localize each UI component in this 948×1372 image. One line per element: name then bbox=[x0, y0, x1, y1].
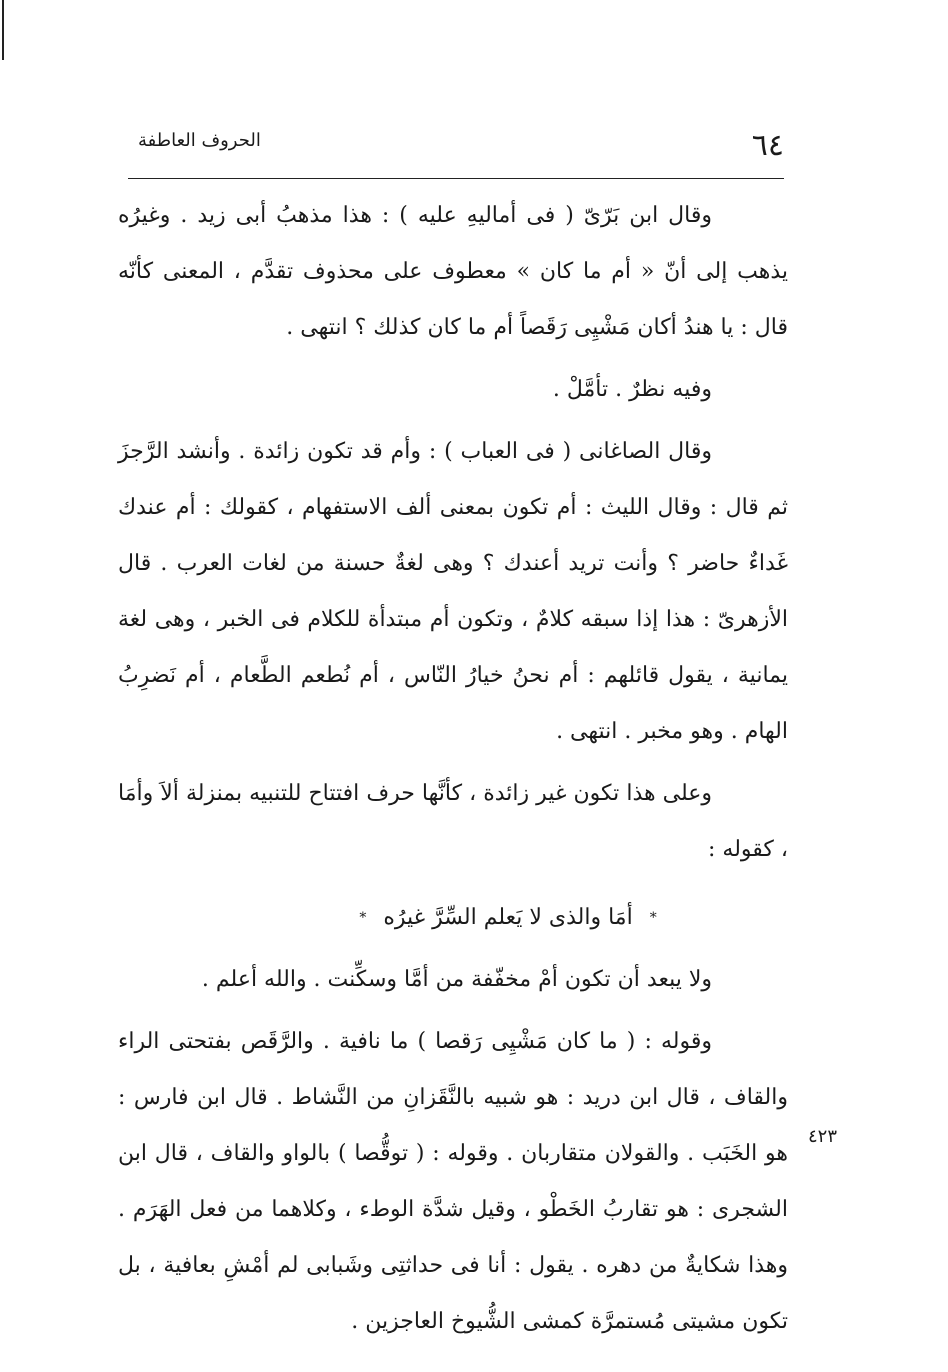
paragraph-ibn-barri: وقال ابن بَرّىّ ( فى أماليهِ عليه ) : هذا مذهبُ أبى زيد . وغيرُه يذهب إلى أنّ « أم ما كان » معطوف على محذوف تقدَّم ، المعنى كأنّه قال : يا هندُ أكان مَشْيِى رَقَصاً أم ما كان كذلك ؟ انتهى . bbox=[118, 203, 788, 340]
body-text bbox=[118, 188, 788, 1350]
paragraph-wa-qawluhu: وقوله : ( ما كان مَشْيِى رَقصا ) ما نافية . والرَّقَص بفتحتى الراء والقاف ، قال ابن دريد : هو شبيه بالنَّقَزانِ من النَّشاط . قال ابن فارس : هو الخَبَب . والقولان متقاربان . وقوله : ( توقُّصا ) بالواو والقاف ، قال ابن الشجرى : هو تقاربُ الخَطْو ، وقيل شدَّة الوطء ، وكلاهما من فعل الهَرَم . وهذا شكايةٌ من دهره . يقول : أنا فى حداثتِى وشَبابى لم أمْشِ بعافية ، بل تكون مشيتى مُستمرَّة كمشى الشُّيوخ العاجزين . bbox=[118, 1029, 788, 1334]
paragraph-la-yabud: ولا يبعد أن تكون أمْ مخفّفة من أمَّا وسكِّنت . والله أعلم . bbox=[201, 967, 712, 992]
verse-text: أمَا والذى لا يَعلم السِّرَّ غيرُه bbox=[383, 905, 633, 930]
header-rule bbox=[128, 178, 784, 179]
paragraph-saghani: وقال الصاغانى ( فى العباب ) : وأم قد تكون زائدة . وأنشد الرَّجزَ ثم قال : وقال الليث : أم تكون بمعنى ألف الاستفهام ، كقولك : أم عندك غَداءٌ حاضر ؟ وأنت تريد أعندك ؟ وهى لغةٌ حسنة من لغات العرب . قال الأزهرىّ : هذا إذا سبقه كلامٌ ، وتكون أم مبتدأة للكلام فى الخبر ، وهى لغة يمانية ، يقول قائلهم : أم نحنُ خيارُ النّاس ، أم نُطعم الطَّعام ، أم نَضرِبُ الهام . وهو مخبر . انتهى . bbox=[118, 439, 788, 744]
running-title: الحروف العاطفة bbox=[138, 130, 261, 151]
page-header bbox=[128, 118, 784, 178]
verse-star-ornament: * bbox=[359, 910, 367, 926]
paragraph-taammal: وفيه نظرٌ . تأمَّلْ . bbox=[552, 377, 712, 402]
page-edge-line bbox=[2, 0, 4, 60]
margin-page-number: ٤٢٣ bbox=[808, 1126, 838, 1147]
verse-star-ornament: * bbox=[649, 910, 657, 926]
verse-line bbox=[118, 890, 788, 946]
page-number: ٦٤ bbox=[751, 128, 784, 163]
paragraph-ala-hadha: وعلى هذا تكون غير زائدة ، كأنَّها حرف افتتاح للتنبيه بمنزلة ألاَ وأمَا ، كقوله : bbox=[118, 781, 788, 862]
